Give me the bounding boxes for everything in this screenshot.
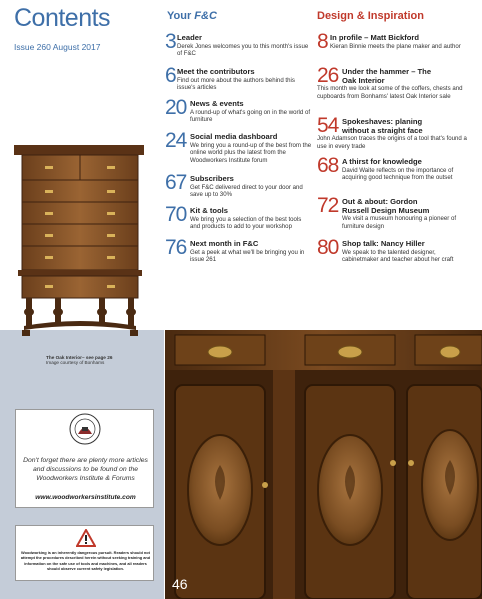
entry-description: David Waite reflects on the importance of acquiring good technique from the outset: [342, 166, 454, 182]
page-number-label: 76: [165, 236, 187, 259]
section-heading-design-inspiration: Design & Inspiration: [317, 10, 424, 22]
woodworkers-institute-seal-icon: [69, 413, 101, 445]
entry-description: Kieran Binnie meets the plane maker and author: [330, 42, 461, 50]
issue-line: Issue 260 August 2017: [14, 42, 101, 52]
page-number-label: 3: [165, 30, 176, 53]
woodworkers-institute-promo[interactable]: [15, 409, 154, 508]
page-number-label: 8: [317, 30, 328, 53]
contents-entry-spokeshaves[interactable]: [317, 114, 467, 150]
chest-on-stand-photo: [0, 140, 160, 340]
page-number-label: 67: [165, 171, 187, 194]
entry-title: Next month in F&C: [190, 239, 259, 248]
contents-entry-in-profile[interactable]: [317, 30, 467, 53]
contents-entry-news[interactable]: [165, 96, 313, 124]
entry-title: Meet the contributors: [177, 67, 255, 76]
page-number-label: 24: [165, 129, 187, 152]
page-number-label: 6: [165, 64, 176, 87]
page-number-label: 72: [317, 194, 339, 217]
contents-entry-under-the-hammer[interactable]: [317, 64, 467, 100]
page-number-label: 54: [317, 114, 339, 137]
entry-title: Social media dashboard: [190, 132, 278, 141]
entry-title: Kit & tools: [190, 206, 228, 215]
website-link[interactable]: www.woodworkersinstitute.com: [35, 494, 136, 501]
entry-description: Find out more about the authors behind this issue's articles: [177, 76, 295, 92]
page-number-label: 20: [165, 96, 187, 119]
entry-title: Under the hammer – The Oak Interior: [342, 67, 432, 85]
section-heading-your-fc-plain: Your: [167, 10, 195, 22]
page-number-label: 70: [165, 203, 187, 226]
entry-title: A thirst for knowledge: [342, 157, 422, 166]
entry-title: Out & about: Gordon Russell Design Museum: [342, 197, 430, 215]
promo-text: Don't forget there are plenty more articles and discussions to be found on the Woodworkers Institute & Forums: [23, 457, 148, 482]
contents-entry-shop-talk[interactable]: [317, 236, 467, 264]
warning-triangle-icon: [76, 529, 96, 547]
entry-title: Spokeshaves: planing without a straight face: [342, 117, 423, 135]
entry-description: Get F&C delivered direct to your door and save up to 30%: [190, 183, 303, 199]
contents-entry-next-month[interactable]: [165, 236, 313, 264]
page-title: Contents: [14, 4, 111, 32]
contents-entry-subscribers[interactable]: [165, 171, 313, 199]
contents-entry-thirst-for-knowledge[interactable]: [317, 154, 467, 182]
entry-title: Shop talk: Nancy Hiller: [342, 239, 425, 248]
entry-description: A round-up of what's going on in the world of furniture: [190, 108, 311, 124]
entry-title: News & events: [190, 99, 244, 108]
entry-description: Get a peek at what we'll be bringing you in issue 261: [190, 248, 305, 264]
safety-warning-box: [15, 525, 154, 581]
contents-entry-kit-tools[interactable]: [165, 203, 313, 231]
caption-credit: Image courtesy of Bonhams: [46, 360, 105, 365]
page-number-label: 26: [317, 64, 339, 87]
section-heading-your-fc-italic: F&C: [194, 10, 217, 22]
safety-warning-text: Woodworking is an inherently dangerous pursuit. Readers should not attempt the procedures described herein without seeking training and information on the safe use of tools and machines, and all readers should observe current safety legislation.: [20, 550, 151, 572]
entry-description: We visit a museum honouring a pioneer of furniture design: [342, 215, 457, 230]
cabinet-doors-photo: [165, 330, 482, 599]
entry-title: Leader: [177, 33, 202, 42]
entry-description: We speak to the talented designer, cabinetmaker and teacher about her craft: [342, 248, 454, 264]
caption-title: The Oak Interior– see page 26: [46, 355, 113, 360]
entry-title: Subscribers: [190, 174, 234, 183]
contents-entry-contributors[interactable]: [165, 64, 313, 92]
contents-entry-out-and-about[interactable]: [317, 194, 467, 230]
entry-description: John Adamson traces the origins of a tool that's found a use in every trade: [317, 135, 467, 150]
entry-title: In profile – Matt Bickford: [330, 33, 420, 42]
entry-description: We bring you a selection of the best tools and products to add to your workshop: [190, 215, 302, 231]
entry-description: This month we look at some of the coffers, chests and cupboards from Bonhams' latest Oak Interior sale: [317, 85, 463, 100]
page-number-label: 80: [317, 236, 339, 259]
contents-entry-leader[interactable]: [165, 30, 313, 58]
page-number: 46: [172, 576, 188, 592]
section-heading-your-fc: [167, 10, 217, 22]
entry-description: Derek Jones welcomes you to this month's issue of F&C: [177, 42, 309, 58]
page-number-label: 68: [317, 154, 339, 177]
image-caption: [46, 355, 112, 365]
entry-description: We bring you a round-up of the best from the online world plus the latest from the Woodworkers Institute forum: [190, 141, 312, 164]
contents-entry-social-media[interactable]: [165, 129, 313, 164]
